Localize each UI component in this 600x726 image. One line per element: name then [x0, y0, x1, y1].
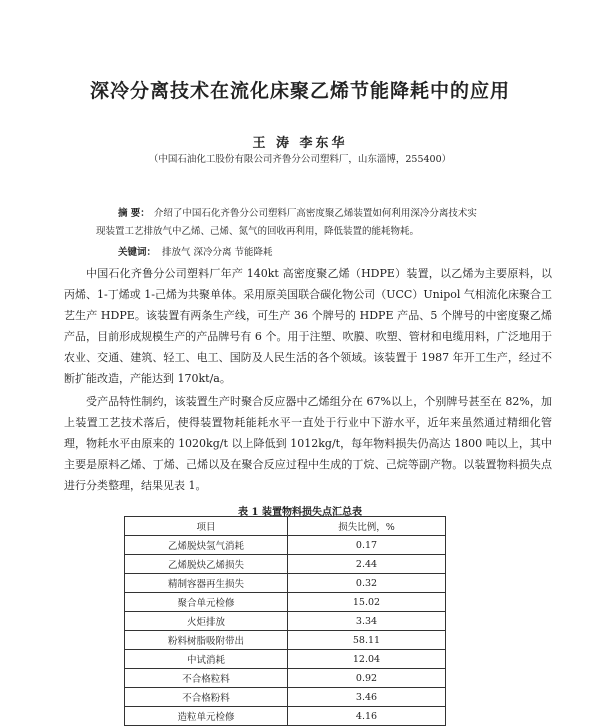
body-text — [64, 263, 552, 496]
paper-authors: 王 涛 李东华 — [252, 136, 348, 151]
table-row — [125, 574, 446, 593]
loss-table — [124, 516, 446, 726]
table-row — [125, 650, 446, 669]
table-cell-item: 聚合单元检修 — [125, 593, 288, 612]
table-cell-item: 火炬排放 — [125, 612, 288, 631]
table-cell-item: 不合格粉料 — [125, 688, 288, 707]
keywords-block — [118, 244, 273, 258]
table-cell-value: 15.02 — [288, 593, 446, 612]
body-paragraph-2: 受产品特性制约，该装置生产时聚合反应器中乙烯组分在 67%以上，个别牌号甚至在 82%，加上装置工艺技术落后，使得装置物耗能耗水平一直处于行业中下游水平，近年来虽然通过精细化管理，物耗水平由原来的 1020kg/t 以上降低到 1012kg/t，每年物料损失仍高达 1800 吨以上，其中主要是原料乙烯、丁烯、己烯以及在聚合反应过程中生成的丁烷、己烷等副产物。以装置物料损失点进行分类整理，结果见表 1。 — [64, 395, 552, 492]
abstract-block — [96, 205, 516, 241]
table-cell-item: 粉料树脂吸附带出 — [125, 631, 288, 650]
table-cell-value: 4.16 — [288, 707, 446, 726]
keywords-text: 排放气 深冷分离 节能降耗 — [162, 247, 273, 258]
table-row — [125, 669, 446, 688]
table-cell-item: 乙烯脱炔氢气消耗 — [125, 536, 288, 555]
table-cell-value: 12.04 — [288, 650, 446, 669]
table-cell-value: 0.92 — [288, 669, 446, 688]
table-row — [125, 612, 446, 631]
table-row — [125, 688, 446, 707]
table-cell-value: 0.32 — [288, 574, 446, 593]
keywords-label: 关键词： — [118, 247, 157, 258]
table-cell-item: 乙烯脱炔乙烯损失 — [125, 555, 288, 574]
paper-title: 深冷分离技术在流化床聚乙烯节能降耗中的应用 — [89, 80, 510, 102]
table-cell-value: 3.46 — [288, 688, 446, 707]
abstract-text-line1: 介绍了中国石化齐鲁分公司塑料厂高密度聚乙烯装置如何利用深冷分离技术实 — [153, 208, 477, 219]
body-paragraph-1: 中国石化齐鲁分公司塑料厂年产 140kt 高密度聚乙烯（HDPE）装置，以乙烯为主要原料，以丙烯、1-丁烯或 1-己烯为共聚单体。采用原美国联合碳化物公司（UCC）Unipol 气相流化床聚合工艺生产 HDPE。该装置有两条生产线，可生产 36 个牌号的 HDPE 产品、5 个牌号的中密度聚乙烯产品，目前形成规模生产的产品牌号有 6 个。用于注塑、吹膜、吹塑、管材和电缆用料，广泛地用于农业、交通、建筑、轻工、电工、国防及人民生活的各个领域。该装置于 1987 年开工生产，经过不断扩能改造，产能达到 170kt/a。 — [64, 267, 552, 385]
abstract-text-line2: 现装置工艺排放气中乙烯、己烯、氮气的回收再利用，降低装置的能耗物耗。 — [96, 226, 420, 237]
table-caption: 表 1 装置物料损失点汇总表 — [238, 507, 362, 518]
table-cell-value: 58.11 — [288, 631, 446, 650]
table-cell-item: 精制容器再生损失 — [125, 574, 288, 593]
table-cell-item: 不合格粒料 — [125, 669, 288, 688]
table-header-value: 损失比例，% — [288, 517, 446, 536]
table-header-row — [125, 517, 446, 536]
table-cell-value: 3.34 — [288, 612, 446, 631]
table-row — [125, 555, 446, 574]
paper-affiliation: （中国石油化工股份有限公司齐鲁分公司塑料厂，山东淄博，255400） — [148, 154, 452, 165]
table-row — [125, 631, 446, 650]
table-header-item: 项目 — [125, 517, 288, 536]
abstract-label: 摘 要： — [118, 208, 150, 219]
table-row — [125, 593, 446, 612]
table-cell-value: 0.17 — [288, 536, 446, 555]
table-row — [125, 536, 446, 555]
table-cell-value: 2.44 — [288, 555, 446, 574]
table-cell-item: 中试消耗 — [125, 650, 288, 669]
table-cell-item: 造粒单元检修 — [125, 707, 288, 726]
